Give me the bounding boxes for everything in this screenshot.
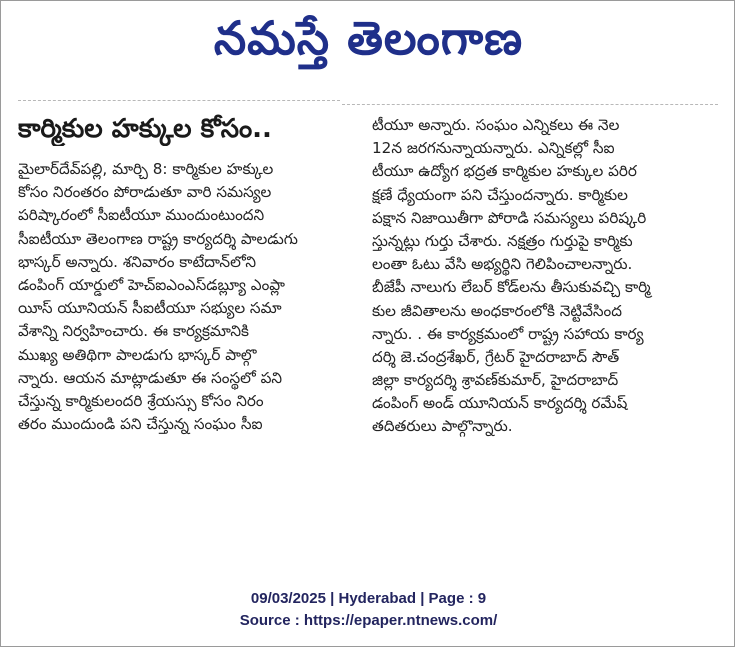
article-line: న్నారు. ఆయన మాట్లాడుతూ ఈ సంస్థలో పని [18,368,283,387]
article-line: డంపింగ్ యార్డులో హెచ్ఐఎంఎస్‌డబ్ల్యూ ఎంప్లా [18,275,285,294]
footer-meta: 09/03/2025 | Hyderabad | Page : 9 [250,590,487,607]
article-line: వేశాన్ని నిర్వహించారు. ఈ కార్యక్రమానికి [18,322,249,341]
article-line: టీయూ అన్నారు. సంఘం ఎన్నికలు ఈ నెల [372,116,620,134]
article-headline: కార్మికుల హక్కుల కోసం.. [18,114,272,144]
article-line: జిల్లా కార్యదర్శి శ్రావణ్‌కుమార్, హైదరాబాద్ [372,371,619,390]
article-line: కోసం నిరంతరం పోరాడుతూ వారి సమస్యల [18,183,272,202]
article-line: స్తున్నట్లు గుర్తు చేశారు. నక్షత్రం గుర్తుపై కార్మికు [372,231,633,250]
divider-right [342,104,718,105]
article-line: డంపింగ్ అండ్ యూనియన్ కార్యదర్శి రమేష్ [372,394,628,413]
article-line: చేస్తున్న కార్మికులందరి శ్రేయస్సు కోసం నిరం [18,391,264,410]
divider-left [18,100,340,101]
article-line: భాస్కర్ అన్నారు. శనివారం కాటేదాన్‌లోని [18,252,256,271]
masthead-logo: నమస్తే తెలంగాణ [213,11,524,65]
article-line: పరిష్కారంలో సీఐటీయూ ముందుంటుందని [18,206,265,225]
article-line: కుల జీవితాలను అంధకారంలోకి నెట్టివేసింద [372,301,622,320]
article-line: మైలార్‌దేవ్‌పల్లి, మార్చి 8: కార్మికుల హక్కుల [18,160,274,178]
article-line: సీఐటీయూ తెలంగాణ రాష్ట్ర కార్యదర్శి పాలడుగు [18,229,298,248]
article-line: బీజేపీ నాలుగు లేబర్ కోడ్‌లను తీసుకువచ్చి కార్మి [372,278,651,297]
article-line: తరం ముందుండి పని చేస్తున్న సంఘం సీఐ [18,415,263,434]
article-column-left [18,158,343,436]
article-line: ముఖ్య అతిథిగా పాలడుగు భాస్కర్ పాల్గొ [18,345,257,364]
newspaper-masthead [0,4,737,84]
article-line: క్షణే ధ్యేయంగా పని చేస్తుందన్నారు. కార్మికుల [372,185,628,204]
article-line: పక్షాన నిజాయితీగా పోరాడి సమస్యలు పరిష్కరి [372,208,647,227]
footer-source: Source : https://epaper.ntnews.com/ [239,612,498,629]
article-line: 12న జరగనున్నాయన్నారు. ఎన్నికల్లో సీఐ [372,139,615,158]
article-line: యీస్ యూనియన్ సీఐటీయూ సభ్యుల సమా [18,299,282,318]
article-line: లంతా ఓటు వేసి అభ్యర్థిని గెలిపించాలన్నారు. [372,255,633,274]
article-line: న్నారు. . ఈ కార్యక్రమంలో రాష్ట్ర సహాయ కార్య [372,324,644,343]
article-column-right [372,114,712,439]
article-line: టీయూ ఉద్యోగ భద్రత కార్మికుల హక్కుల పరిర [372,162,637,181]
article-line: తదితరులు పాల్గొన్నారు. [372,417,513,436]
article-line: దర్శి జె.చంద్రశేఖర్, గ్రేటర్ హైదరాబాద్ సౌత్ [372,347,620,366]
